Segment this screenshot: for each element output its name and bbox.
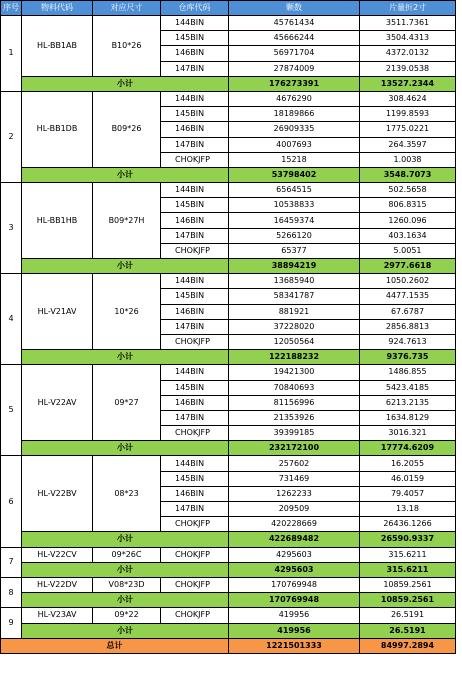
size-header: 对应尺寸 xyxy=(93,1,161,16)
subtotal-row xyxy=(1,562,456,577)
seq-cell: 4 xyxy=(1,274,22,365)
warehouse-code-cell: 144BIN xyxy=(161,16,229,31)
quantity-cell: 4676290 xyxy=(229,91,360,106)
quantity-cell: 209509 xyxy=(229,502,360,517)
subtotal-wafer-equivalent: 3548.7073 xyxy=(360,167,456,182)
seq-header: 序号 xyxy=(1,1,22,16)
quantity-cell: 731469 xyxy=(229,471,360,486)
table-row xyxy=(1,547,456,562)
size-cell: B10*26 xyxy=(93,16,161,77)
material-code-header: 物料代码 xyxy=(22,1,93,16)
quantity-cell: 70840693 xyxy=(229,380,360,395)
material-code-cell: HL-V22CV xyxy=(22,547,93,562)
quantity-cell: 170769948 xyxy=(229,577,360,592)
material-code-cell: HL-BB1DB xyxy=(22,91,93,167)
material-code-cell: HL-V22DV xyxy=(22,577,93,592)
quantity-cell: 4007693 xyxy=(229,137,360,152)
subtotal-row xyxy=(1,259,456,274)
table-row xyxy=(1,183,456,198)
quantity-header: 颗数 xyxy=(229,1,360,16)
wafer-equivalent-cell: 1775.0221 xyxy=(360,122,456,137)
quantity-cell: 4295603 xyxy=(229,547,360,562)
quantity-cell: 419956 xyxy=(229,608,360,623)
subtotal-row xyxy=(1,593,456,608)
wafer-equivalent-cell: 1199.8593 xyxy=(360,107,456,122)
subtotal-quantity: 4295603 xyxy=(229,562,360,577)
subtotal-row xyxy=(1,350,456,365)
subtotal-quantity: 422689482 xyxy=(229,532,360,547)
sheet-body xyxy=(1,16,456,654)
grand-total-label: 总计 xyxy=(1,638,229,653)
warehouse-code-cell: 146BIN xyxy=(161,46,229,61)
material-code-cell: HL-V23AV xyxy=(22,608,93,623)
warehouse-code-cell: CHOKJFP xyxy=(161,608,229,623)
wafer-equivalent-cell: 79.4057 xyxy=(360,486,456,501)
quantity-cell: 27874009 xyxy=(229,61,360,76)
warehouse-code-cell: 145BIN xyxy=(161,107,229,122)
wafer-equivalent-cell: 1.0038 xyxy=(360,152,456,167)
subtotal-label: 小计 xyxy=(22,562,229,577)
wafer-equivalent-cell: 3511.7361 xyxy=(360,16,456,31)
wafer-equivalent-cell: 502.5658 xyxy=(360,183,456,198)
warehouse-code-cell: 147BIN xyxy=(161,137,229,152)
warehouse-code-cell: 147BIN xyxy=(161,61,229,76)
subtotal-label: 小计 xyxy=(22,623,229,638)
seq-cell: 3 xyxy=(1,183,22,274)
subtotal-quantity: 122188232 xyxy=(229,350,360,365)
table-row xyxy=(1,91,456,106)
header-row xyxy=(1,1,456,16)
wafer-equivalent-cell: 4372.0132 xyxy=(360,46,456,61)
subtotal-wafer-equivalent: 13527.2344 xyxy=(360,76,456,91)
warehouse-code-cell: CHOKJFP xyxy=(161,547,229,562)
subtotal-row xyxy=(1,167,456,182)
subtotal-row xyxy=(1,623,456,638)
subtotal-wafer-equivalent: 26590.9337 xyxy=(360,532,456,547)
subtotal-label: 小计 xyxy=(22,167,229,182)
subtotal-wafer-equivalent: 26.5191 xyxy=(360,623,456,638)
subtotal-wafer-equivalent: 2977.6618 xyxy=(360,259,456,274)
quantity-cell: 65377 xyxy=(229,243,360,258)
subtotal-label: 小计 xyxy=(22,350,229,365)
wafer-equivalent-cell: 13.18 xyxy=(360,502,456,517)
wafer-equivalent-cell: 1634.8129 xyxy=(360,410,456,425)
warehouse-code-cell: 145BIN xyxy=(161,198,229,213)
seq-cell: 6 xyxy=(1,456,22,547)
quantity-cell: 1262233 xyxy=(229,486,360,501)
quantity-cell: 26909335 xyxy=(229,122,360,137)
subtotal-quantity: 419956 xyxy=(229,623,360,638)
seq-cell: 5 xyxy=(1,365,22,456)
quantity-cell: 81156996 xyxy=(229,395,360,410)
warehouse-code-cell: 147BIN xyxy=(161,319,229,334)
material-code-cell: HL-V22AV xyxy=(22,365,93,441)
subtotal-quantity: 38894219 xyxy=(229,259,360,274)
quantity-cell: 58341787 xyxy=(229,289,360,304)
subtotal-quantity: 53798402 xyxy=(229,167,360,182)
warehouse-code-cell: 146BIN xyxy=(161,395,229,410)
wafer-equivalent-cell: 10859.2561 xyxy=(360,577,456,592)
quantity-cell: 56971704 xyxy=(229,46,360,61)
wafer-equivalent-cell: 308.4624 xyxy=(360,91,456,106)
warehouse-code-cell: CHOKJFP xyxy=(161,426,229,441)
table-row xyxy=(1,274,456,289)
quantity-cell: 45761434 xyxy=(229,16,360,31)
size-cell: 09*26C xyxy=(93,547,161,562)
subtotal-wafer-equivalent: 9376.735 xyxy=(360,350,456,365)
warehouse-code-cell: CHOKJFP xyxy=(161,577,229,592)
wafer-equivalent-cell: 6213.2135 xyxy=(360,395,456,410)
quantity-cell: 15218 xyxy=(229,152,360,167)
table-row xyxy=(1,365,456,380)
wafer-equivalent-cell: 264.3597 xyxy=(360,137,456,152)
quantity-cell: 16459374 xyxy=(229,213,360,228)
table-row xyxy=(1,608,456,623)
warehouse-code-cell: 144BIN xyxy=(161,274,229,289)
grand-total-row xyxy=(1,638,456,653)
warehouse-code-cell: 145BIN xyxy=(161,380,229,395)
warehouse-code-header: 仓库代码 xyxy=(161,1,229,16)
quantity-cell: 10538833 xyxy=(229,198,360,213)
wafer-equivalent-cell: 5423.4185 xyxy=(360,380,456,395)
wafer-equivalent-cell: 1260.096 xyxy=(360,213,456,228)
subtotal-label: 小计 xyxy=(22,259,229,274)
grand-total-wafer-equivalent: 84997.2894 xyxy=(360,638,456,653)
warehouse-code-cell: 144BIN xyxy=(161,456,229,471)
wafer-equivalent-cell: 403.1634 xyxy=(360,228,456,243)
warehouse-code-cell: 144BIN xyxy=(161,91,229,106)
table-row xyxy=(1,456,456,471)
quantity-cell: 37228020 xyxy=(229,319,360,334)
wafer-equivalent-cell: 806.8315 xyxy=(360,198,456,213)
warehouse-code-cell: 146BIN xyxy=(161,213,229,228)
size-cell: 09*22 xyxy=(93,608,161,623)
subtotal-quantity: 232172100 xyxy=(229,441,360,456)
material-code-cell: HL-BB1HB xyxy=(22,183,93,259)
size-cell: 08*23 xyxy=(93,456,161,532)
size-cell: 10*26 xyxy=(93,274,161,350)
subtotal-label: 小计 xyxy=(22,532,229,547)
seq-cell: 1 xyxy=(1,16,22,92)
table-row xyxy=(1,577,456,592)
quantity-cell: 21353926 xyxy=(229,410,360,425)
quantity-cell: 18189866 xyxy=(229,107,360,122)
subtotal-row xyxy=(1,76,456,91)
wafer-equivalent-cell: 3504.4313 xyxy=(360,31,456,46)
warehouse-code-cell: 147BIN xyxy=(161,228,229,243)
quantity-cell: 6564515 xyxy=(229,183,360,198)
warehouse-code-cell: 145BIN xyxy=(161,31,229,46)
quantity-cell: 45666244 xyxy=(229,31,360,46)
quantity-cell: 881921 xyxy=(229,304,360,319)
warehouse-code-cell: CHOKJFP xyxy=(161,517,229,532)
wafer-equivalent-cell: 1050.2602 xyxy=(360,274,456,289)
wafer-equivalent-cell: 26.5191 xyxy=(360,608,456,623)
wafer-equivalent-header: 片量折2寸 xyxy=(360,1,456,16)
warehouse-code-cell: 147BIN xyxy=(161,502,229,517)
wafer-equivalent-cell: 46.0159 xyxy=(360,471,456,486)
warehouse-code-cell: CHOKJFP xyxy=(161,334,229,349)
subtotal-wafer-equivalent: 17774.6209 xyxy=(360,441,456,456)
seq-cell: 8 xyxy=(1,577,22,607)
material-code-cell: HL-V21AV xyxy=(22,274,93,350)
subtotal-wafer-equivalent: 10859.2561 xyxy=(360,593,456,608)
quantity-cell: 257602 xyxy=(229,456,360,471)
warehouse-code-cell: 146BIN xyxy=(161,122,229,137)
wafer-equivalent-cell: 2139.0538 xyxy=(360,61,456,76)
subtotal-quantity: 176273391 xyxy=(229,76,360,91)
quantity-cell: 19421300 xyxy=(229,365,360,380)
subtotal-row xyxy=(1,532,456,547)
size-cell: B09*27H xyxy=(93,183,161,259)
subtotal-label: 小计 xyxy=(22,593,229,608)
grand-total-quantity: 1221501333 xyxy=(229,638,360,653)
quantity-cell: 13685940 xyxy=(229,274,360,289)
subtotal-wafer-equivalent: 315.6211 xyxy=(360,562,456,577)
wafer-equivalent-cell: 3016.321 xyxy=(360,426,456,441)
quantity-cell: 12050564 xyxy=(229,334,360,349)
size-cell: B09*26 xyxy=(93,91,161,167)
quantity-cell: 420228669 xyxy=(229,517,360,532)
material-code-cell: HL-V22BV xyxy=(22,456,93,532)
seq-cell: 2 xyxy=(1,91,22,182)
wafer-equivalent-cell: 924.7613 xyxy=(360,334,456,349)
material-code-cell: HL-BB1AB xyxy=(22,16,93,77)
warehouse-code-cell: 146BIN xyxy=(161,304,229,319)
wafer-equivalent-cell: 67.6787 xyxy=(360,304,456,319)
size-cell: 09*27 xyxy=(93,365,161,441)
wafer-equivalent-cell: 315.6211 xyxy=(360,547,456,562)
seq-cell: 7 xyxy=(1,547,22,577)
warehouse-code-cell: 144BIN xyxy=(161,365,229,380)
warehouse-code-cell: 145BIN xyxy=(161,471,229,486)
warehouse-code-cell: 147BIN xyxy=(161,410,229,425)
warehouse-code-cell: CHOKJFP xyxy=(161,243,229,258)
subtotal-quantity: 170769948 xyxy=(229,593,360,608)
table-row xyxy=(1,16,456,31)
warehouse-code-cell: CHOKJFP xyxy=(161,152,229,167)
seq-cell: 9 xyxy=(1,608,22,638)
warehouse-code-cell: 144BIN xyxy=(161,183,229,198)
subtotal-row xyxy=(1,441,456,456)
wafer-equivalent-cell: 1486.855 xyxy=(360,365,456,380)
wafer-equivalent-cell: 2856.8813 xyxy=(360,319,456,334)
quantity-cell: 5266120 xyxy=(229,228,360,243)
warehouse-code-cell: 146BIN xyxy=(161,486,229,501)
wafer-equivalent-cell: 5.0051 xyxy=(360,243,456,258)
wafer-equivalent-cell: 26436.1266 xyxy=(360,517,456,532)
subtotal-label: 小计 xyxy=(22,441,229,456)
subtotal-label: 小计 xyxy=(22,76,229,91)
size-cell: V08*23D xyxy=(93,577,161,592)
warehouse-code-cell: 145BIN xyxy=(161,289,229,304)
wafer-equivalent-cell: 16.2055 xyxy=(360,456,456,471)
quantity-cell: 39399185 xyxy=(229,426,360,441)
wafer-equivalent-cell: 4477.1535 xyxy=(360,289,456,304)
